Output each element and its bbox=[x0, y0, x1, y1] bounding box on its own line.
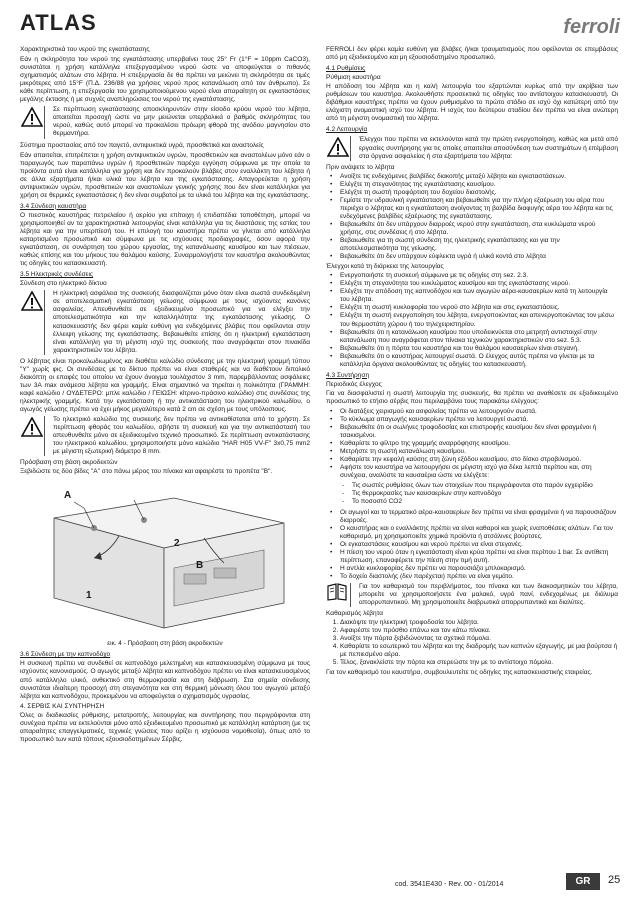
list-item: 5. Τέλος, ξανακλείστε την πόρτα και στερεώστε την με το αντίστοιχο πόμολο. bbox=[340, 659, 618, 667]
warning-note bbox=[20, 416, 310, 456]
list-item: • Το δοχείο διαστολής (δεν παρέχεται) πρέπει να είναι γεμάτο. bbox=[340, 573, 618, 581]
warning-icon bbox=[20, 290, 44, 312]
paragraph: Ο πιεστικός καυστήρας πετρελαίου ή αερίου για επίτοιχη ή επιδαπέδια τοποθέτηση, μπορεί να χρησιμοποιηθεί αν τα χαρακτηριστικά λειτουργίας είναι κατάλληλα για τις διαστάσεις της εστίας του λέβητα και για την υπερπίεσή του. Η επιλογή του καυστήρα πρέπει να γίνεται από κατάλληλα καταρτισμένο προσωπικό και σύμφωνα με τις ισχύουσες προδιαγραφές, όσον αφορά την εγκατάσταση, σε συνάρτηση του χώρου εργασίας, της κατανάλωσης καυσίμου και των πιέσεων, καθώς επίσης και του μήκους του θαλάμου καύσης. Συναρμολογήστε τον καυστήρα ακολουθώντας τις οδηγίες του κατασκευαστή. bbox=[20, 211, 310, 268]
paragraph: Για τον καθαρισμό του καυστήρα, συμβουλευτείτε τις οδηγίες της κατασκευαστικής εταιρείας. bbox=[326, 669, 593, 677]
list-item: • Οι αγωγοί και το τερματικό αέρα-καυσαερίων δεν πρέπει να είναι φραγμένοι ή να παρουσιάζουν διαρροές. bbox=[340, 509, 618, 525]
list-item: - Τις σωστές ρυθμίσεις όλων των στοιχείων που περιγράφονται στο παρόν εγχειρίδιο bbox=[352, 482, 618, 490]
paragraph: Όλες οι διαδικασίες ρύθμισης, μετατροπής, λειτουργίας και συντήρησης που περιγράφονται στη συνέχεια πρέπει να εκτελούνται μόνο από εξειδικευμένο προσωπικό με κατάλληλη κατάρτιση (με τις απαραίτητες επαγγελματικές, τεχνικές γνώσεις που ορίζει η ισχύουσα νομοθεσία), όπως από το προσωπικό των κατά τόπους εξουσιοδοτημένων Σέρβις. bbox=[20, 711, 310, 743]
figure-caption: εικ. 4 - Πρόσβαση στη βάση ακροδεκτών bbox=[107, 640, 223, 648]
paragraph: Ξεβιδώστε τις δύο βίδες "A" στο πάνω μέρος του πίνακα και αφαιρέστε το προπέτα "B". bbox=[20, 468, 273, 476]
list-item: 1. Διακόψτε την ηλεκτρική τροφοδοσία του λέβητα. bbox=[340, 619, 618, 627]
list-item: • Ανοίξτε τις ενδεχόμενες βαλβίδες διακοπής μεταξύ λέβητα και εγκαταστάσεων. bbox=[340, 173, 618, 181]
section-heading: 4.3 Συντήρηση bbox=[326, 371, 370, 379]
warning-note bbox=[326, 136, 618, 160]
list-item: • Οι εγκαταστάσεις καυσίμου και νερού πρέπει να είναι στεγανές. bbox=[340, 541, 618, 549]
list-item: • Μετρήστε τη σωστή κατανάλωση καυσίμου. bbox=[340, 448, 618, 456]
section-heading: 3.6 Σύνδεση με την καπνοδόχο bbox=[20, 651, 111, 659]
section-heading: 4.1 Ρυθμίσεις bbox=[326, 65, 366, 73]
list-item: • Οι διατάξεις χειρισμού και ασφαλείας πρέπει να λειτουργούν σωστά. bbox=[340, 408, 618, 416]
section-heading: 3.5 Ηλεκτρικές συνδέσεις bbox=[20, 271, 94, 279]
page-header bbox=[20, 10, 620, 46]
list-item: • Καθαρίστε την κεφαλή καύσης στη ζώνη εξόδου καυσίμου, στο δίσκο στροβιλισμού. bbox=[340, 456, 618, 464]
left-column bbox=[20, 46, 310, 746]
subheading: Σύνδεση στο ηλεκτρικό δίκτυο bbox=[20, 280, 107, 288]
warning-text: Το ηλεκτρικό καλώδιο της συσκευής δεν πρέπει να αντικαθίσταται από το χρήστη. Σε περίπτωση φθοράς του καλωδίου, σβήστε τη συσκευή και για την αντικατάστασή του απευθυνθείτε μόνο σε εξειδικευμένο τεχνικό προσωπικό. Σε περίπτωση αντικατάστασης του ηλεκτρικού καλωδίου, χρησιμοποιήστε μόνο καλώδιο "HAR H05 VV-F" 3x0,75 mm2 με μέγιστη εξωτερική διάμετρο 8 mm. bbox=[44, 416, 310, 456]
list-item: • Η αντλία κυκλοφορίας δεν πρέπει να παρουσιάζει μπλοκαρισμό. bbox=[340, 565, 618, 573]
warning-text: Έλεγχοι που πρέπει να εκτελούνται κατά την πρώτη ενεργοποίηση, καθώς και μετά από εργασίες συντήρησης για τις οποίες απαιτείται αποσύνδεση των συστημάτων ή επέμβαση στα όργανα ασφαλείας ή στα εξαρτήματα του λέβητα: bbox=[350, 136, 618, 160]
subheading: Καθαρισμός λέβητα bbox=[326, 610, 383, 618]
list-item: • Ελέγξτε την απόδοση της καπνοδόχου και των αγωγών αέρα-καυσαερίων κατά τη λειτουργία του λέβητα. bbox=[340, 288, 618, 304]
language-badge: GR bbox=[566, 873, 600, 890]
warning-icon bbox=[20, 416, 44, 438]
figure-label-a: A bbox=[64, 490, 72, 502]
list-item: • Καθαρίστε το φίλτρο της γραμμής αναρρόφησης καυσίμου. bbox=[340, 440, 618, 448]
paragraph: Σύστημα προστασίας από τον παγετό, αντιψυκτικά υγρά, προσθετικά και αναστολείς bbox=[20, 141, 264, 149]
warning-icon bbox=[326, 136, 350, 158]
list-item: • Ελέγξτε τη σωστή ενεργοποίηση του λέβητα, ενεργοποιώντας και απενεργοποιώντας τον μέσω του θερμοστάτη χώρου ή του τηλεχειριστηρίου. bbox=[340, 312, 618, 328]
figure-label-b: B bbox=[196, 560, 204, 572]
section-heading: 3.4 Σύνδεση καυστήρα bbox=[20, 202, 87, 210]
warning-note bbox=[20, 106, 310, 138]
list-item: 3. Ανοίξτε την πόρτα ξεβιδώνοντας τα σχετικά πόμολα. bbox=[340, 635, 618, 643]
subheading: Ρύθμιση καυστήρα bbox=[326, 74, 381, 82]
subheading: Πριν ανάψετε το λέβητα bbox=[326, 163, 395, 171]
list-item: • Η πίεση του νερού όταν η εγκατάσταση είναι κρύα πρέπει να είναι περίπου 1 bar. Σε αντίθετη περίπτωση, επαναφέρετε την πίεση στην τιμή αυτή. bbox=[340, 549, 618, 565]
list-item: • Ο καυστήρας και ο εναλλάκτης πρέπει να είναι καθαροί και χωρίς εναποθέσεις αλάτων. Για τον καθαρισμό, μη χρησιμοποιείτε χημικά προϊόντα ή ατσάλινες βούρτσες. bbox=[340, 525, 618, 541]
subheading: Περιοδικός έλεγχος bbox=[326, 380, 382, 388]
checklist-maintenance bbox=[326, 408, 618, 480]
list-item: • Ενεργοποιήστε τη συσκευή σύμφωνα με τις οδηγίες στη sez. 2.3. bbox=[340, 272, 618, 280]
page-number: 25 bbox=[608, 874, 621, 886]
ferroli-logo bbox=[536, 12, 620, 44]
logo-text: ferroli bbox=[563, 16, 620, 38]
list-item: • Βεβαιωθείτε ότι ο καυστήρας λειτουργεί σωστά. Ο έλεγχος αυτός πρέπει να γίνεται με τα κατάλληλα όργανα ακολουθώντας τις οδηγίες του κατασκευαστή. bbox=[340, 353, 618, 369]
product-title: ATLAS bbox=[20, 10, 97, 35]
paragraph: FERROLI δεν φέρει καμία ευθύνη για βλάβες ή/και τραυματισμούς που οφείλονται σε επεμβάσεις από μη εξειδικευμένο και μη εξουσιοδοτημένο προσωπικό. bbox=[326, 46, 618, 62]
chapter-heading: 4. ΣΕΡΒΙΣ ΚΑΙ ΣΥΝΤΗΡΗΣΗ bbox=[20, 702, 105, 710]
warning-note bbox=[20, 290, 310, 354]
paragraph: Η απόδοση του λέβητα και η καλή λειτουργία του εξαρτώνται κυρίως από την ακρίβεια των ρυθμίσεων του καυστήρα. Ακολουθήστε προσεκτικά τις οδηγίες του αντίστοιχου κατασκευαστή. Οι διβάθμιοι καυστήρες πρέπει να έχουν ρυθμισμένο το πρώτο στάδιο σε ισχύ όχι κατώτερη από την ελάχιστη ονομαστική ισχύ του λέβητα. Η ισχύς του δεύτερου σταδίου δεν πρέπει να είναι ανώτερη από τη μέγιστη ονομαστική του λέβητα. bbox=[326, 83, 618, 123]
checklist-before-start bbox=[326, 173, 618, 262]
list-item: - Τις θερμοκρασίες των καυσαερίων στην καπνοδόχο bbox=[352, 490, 618, 498]
figure-label-1: 1 bbox=[86, 590, 92, 602]
subheading: Έλεγχοι κατά τη διάρκεια της λειτουργίας bbox=[326, 263, 444, 271]
list-item: 4. Καθαρίστε το εσωτερικό του λέβητα και της διαδρομής των καπνών εξαγωγής, με μια βούρτσα ή με πεπιεσμένο αέρα. bbox=[340, 643, 618, 659]
list-item: 2. Αφαιρέστε τον πρόσθιο επάνω και τον κάτω πίνακα. bbox=[340, 627, 618, 635]
right-column bbox=[326, 46, 618, 679]
terminal-access-figure bbox=[24, 478, 304, 638]
paragraph: Η συσκευή πρέπει να συνδεθεί σε καπνοδόχο μελετημένη και κατασκευασμένη σύμφωνα με τους ισχύοντες κανονισμούς. Ο αγωγός μεταξύ λέβητα και καπνοδόχου πρέπει να είναι κατασκευασμένος από κατάλληλο υλικό, ανθεκτικό στη θερμοκρασία και στη διάβρωση. Στα σημεία σύνδεσης συνιστάται ιδιαίτερη προσοχή στη στεγανότητα και στη θερμική μόνωση όλου του αγωγού μεταξύ λέβητα και καπνοδόχου, προκειμένου να αποφεύγεται ο σχηματισμός υγρασίας. bbox=[20, 660, 310, 700]
list-item: • Ελέγξτε τη σωστή κυκλοφορία του νερού στο λέβητα και στις εγκαταστάσεις. bbox=[340, 304, 618, 312]
list-item: - Το ποσοστό CO2 bbox=[352, 498, 618, 506]
list-item: • Ελέγξτε τη στεγανότητα του κυκλώματος καυσίμου και της εγκατάστασης νερού. bbox=[340, 280, 618, 288]
list-item: • Βεβαιωθείτε ότι η πόρτα του καυστήρα και του θαλάμου καυσαερίων είναι στεγανή. bbox=[340, 345, 618, 353]
list-item: • Ελέγξτε τη σωστή προφόρτιση του δοχείου διαστολής. bbox=[340, 189, 618, 197]
paragraph: Ο λέβητας είναι προκαλωδιωμένος και διαθέτει καλώδιο σύνδεσης με την ηλεκτρική γραμμή τύπου "Y" χωρίς φις. Οι συνδέσεις με το δίκτυο πρέπει να είναι σταθερές και να διαθέτουν διπολικό διακόπτη οι επαφές του οποίου να έχουν άνοιγμα τουλάχιστον 3 mm, παρεμβάλλοντας ασφάλειες των 3A max ανάμεσα λέβητα και γραμμής. Είναι σημαντικό να τηρείται η πολικότητα (ΓΡΑΜΜΗ: καφέ καλώδιο / ΟΥΔΕΤΕΡΟ: μπλε καλώδιο / ΓΕΙΩΣΗ: κίτρινο-πράσινο καλώδιο) στις συνδέσεις της ηλεκτρικής γραμμής. Κατά την εγκατάσταση ή την αντικατάσταση του ηλεκτρικού καλωδίου, ο αγωγός γείωσης πρέπει να έχει μήκος μεγαλύτερο κατά 2 cm σε σχέση με τους υπόλοιπους. bbox=[20, 357, 310, 413]
list-item: • Βεβαιωθείτε ότι οι σωλήνες τροφοδοσίας και επιστροφής καυσίμου δεν είναι φραγμένοι ή τσακισμένοι. bbox=[340, 424, 618, 440]
subheading: Πρόσβαση στη βάση ακροδεκτών bbox=[20, 459, 118, 467]
info-note bbox=[326, 583, 618, 607]
paragraph: Εάν η σκληρότητα του νερού της εγκατάστασης υπερβαίνει τους 25° Fr (1°F = 10ppm CaCO3), συνιστάται η χρήση κατάλληλα επεξεργασμένου νερού ώστε να αποφεύγεται ο πιθανός σχηματισμός αλάτων στο λέβητα. Η επεξεργασία δε θα πρέπει να μειώνει τη σκληρότητα σε τιμές μικρότερες από 15°F (Π.Δ. 236/88 για χρήσεις νερού προς κατανάλωση από τον άνθρωπο). Σε κάθε περίπτωση, η επεξεργασία του χρησιμοποιούμενου νερού είναι απαραίτητη σε εγκαταστάσεις μεγάλης έκτασης ή με συχνές αναπληρώσεις του νερού της εγκατάστασης. bbox=[20, 56, 310, 104]
list-item: • Βεβαιωθείτε ότι δεν υπάρχουν διαρροές νερού στην εγκατάσταση, στα κυκλώματα νερού χρήσης, στις συνδέσεις ή στο λέβητα. bbox=[340, 221, 618, 237]
checklist-maintenance-2 bbox=[326, 509, 618, 581]
checklist-operation bbox=[326, 272, 618, 369]
list-item: • Βεβαιωθείτε ότι η κατανάλωση καυσίμου που υποδεικνύεται στο μετρητή αντιστοιχεί στην κατανάλωση που αναγράφεται στον πίνακα τεχνικών χαρακτηριστικών στο sez. 5.3. bbox=[340, 329, 618, 345]
paragraph: Για να διασφαλιστεί η σωστή λειτουργία της συσκευής, θα πρέπει να αναθέσετε σε εξειδικευμένο προσωπικό το ετήσιο σέρβις που περιλαμβάνει τους παρακάτω ελέγχους: bbox=[326, 389, 618, 405]
figure-label-2: 2 bbox=[174, 538, 180, 550]
list-item: • Γεμίστε την υδραυλική εγκατάσταση και βεβαιωθείτε για την πλήρη εξαέρωση του αέρα που περιέχει ο λέβητας και η εγκατάσταση ανοίγοντας τη βαλβίδα διαφυγής αέρα του λέβητα και τις ενδεχόμενες βαλβίδες εξαέρωσης της εγκατάστασης. bbox=[340, 197, 618, 221]
list-item: • Αφήστε τον καυστήρα να λειτουργήσει σε μέγιστη ισχύ για δέκα λεπτά περίπου και, στη συνέχεια, αναλύστε τα καυσαέρια ώστε να ελέγξετε: bbox=[340, 464, 618, 480]
cleaning-steps bbox=[326, 619, 618, 667]
info-text: Για τον καθαρισμό του περιβλήματος, του πίνακα και των διακοσμητικών του λέβητα, μπορείτε να χρησιμοποιήσετε ένα μαλακό, υγρό πανί, ενδεχομένως με διάλυμα απορρυπαντικού. Μη χρησιμοποιείτε διαβρωτικά απορρυπαντικά και διαλύτες. bbox=[350, 583, 618, 607]
list-item: • Το κύκλωμα απαγωγής καυσαερίων πρέπει να λειτουργεί σωστά. bbox=[340, 416, 618, 424]
paragraph: Εάν απαιτείται, επιτρέπεται η χρήση αντιψυκτικών υγρών, προσθετικών και αναστολέων μόνο εάν ο παραγωγός των παραπάνω υγρών ή προσθετικών παρέχει εγγύηση σύμφωνα με την οποία τα προϊόντα αυτά είναι κατάλληλα για χρήση και δεν προκαλούν βλάβες στον εναλλάκτη του λέβητα ή σε άλλα εξαρτήματα ή/και υλικά του λέβητα και της εγκατάστασης. Απαγορεύεται η χρήση αντιψυκτικών υγρών, προσθετικών και αναστολέων γενικής χρήσης που δεν είναι κατάλληλοι για χρήση σε θερμικές εγκαταστάσεις ή δεν είναι συμβατοί με τα υλικά του λέβητα και της εγκατάστασης. bbox=[20, 151, 310, 199]
boiler-illustration bbox=[24, 478, 304, 638]
list-item: • Βεβαιωθείτε για τη σωστή σύνδεση της ηλεκτρικής εγκατάστασης και για την αποτελεσματικότητα της γείωσης. bbox=[340, 237, 618, 253]
section-heading: 4.2 Λειτουργία bbox=[326, 126, 368, 134]
warning-text: Σε περίπτωση εγκατάστασης αποσκληρυντών στην είσοδο κρύου νερού του λέβητα, απαιτείται προσοχή ώστε να μην μειώνεται υπερβολικά ο βαθμός σκληρότητας του νερού, καθώς αυτό μπορεί να προκαλέσει πρόωρη φθορά της ανόδου μαγνησίου στο θερμαντήρα. bbox=[44, 106, 310, 138]
document-code: cod. 3541E430 - Rev. 00 - 01/2014 bbox=[395, 881, 504, 888]
warning-text: Η ηλεκτρική ασφάλεια της συσκευής διασφαλίζεται μόνο όταν είναι σωστά συνδεδεμένη σε αποτελεσματική εγκατάσταση γείωσης σύμφωνα με τους ισχύοντες κανόνες ασφαλείας. Απευθυνθείτε σε εξειδικευμένο προσωπικό για να ελέγξει την αποτελεσματικότητα και την καταλληλότητα της εγκατάστασης γείωσης. Ο κατασκευαστής δεν φέρει καμία ευθύνη για ενδεχόμενες βλάβες που οφείλονται στην έλλειψη γείωσης της εγκατάστασης. Βεβαιωθείτε επίσης ότι η ηλεκτρική εγκατάσταση είναι κατάλληλη για τη μέγιστη ισχύ της συσκευής που αναγράφεται στον πινακίδα χαρακτηριστικών του λέβητα. bbox=[44, 290, 310, 354]
list-item: • Ελέγξτε τη στεγανότητας της εγκατάστασης καυσίμου. bbox=[340, 181, 618, 189]
paragraph: Χαρακτηριστικά του νερού της εγκατάστασης bbox=[20, 46, 150, 53]
info-book-icon bbox=[326, 583, 350, 603]
warning-icon bbox=[20, 106, 44, 128]
list-item: • Βεβαιωθείτε ότι δεν υπάρχουν εύφλεκτα υγρά ή υλικά κοντά στο λέβητα bbox=[340, 253, 618, 261]
flue-gas-checks bbox=[326, 482, 618, 506]
